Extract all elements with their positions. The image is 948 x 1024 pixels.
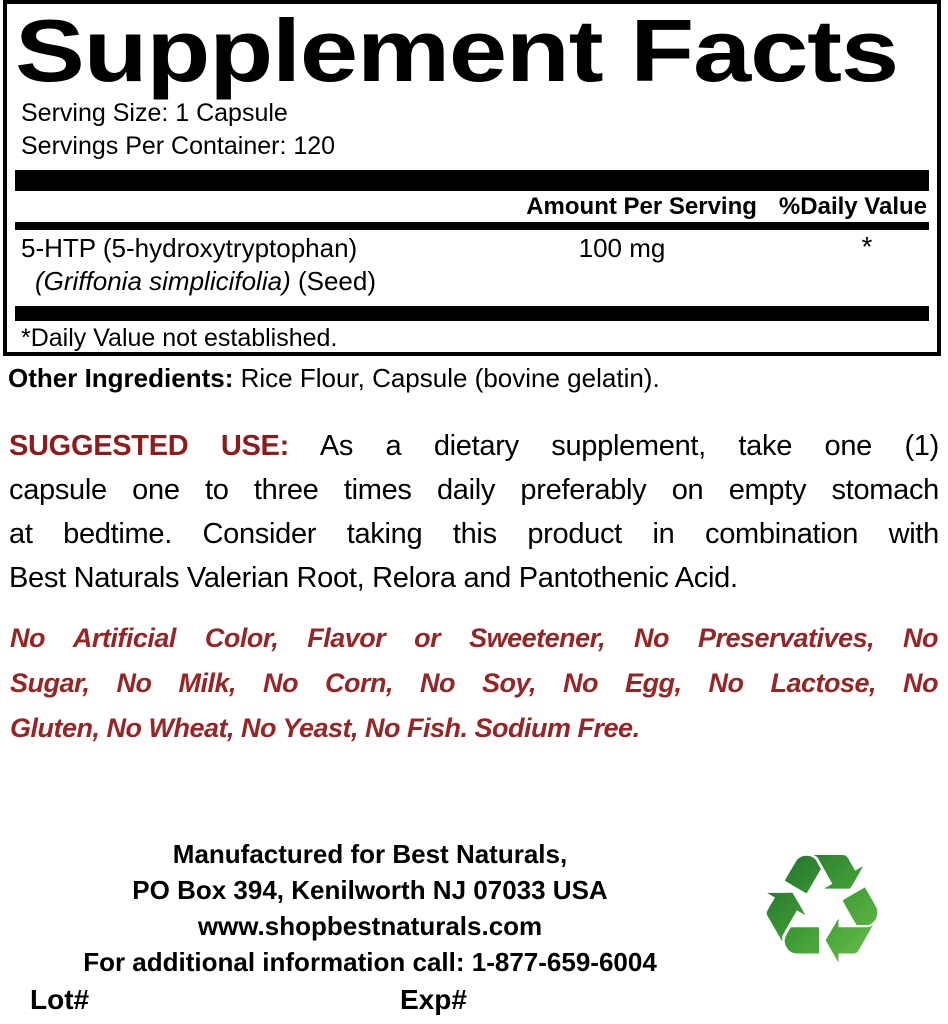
suggested-use-line-4: Best Naturals Valerian Root, Relora and Pantothenic Acid. <box>9 562 738 594</box>
ingredient-row <box>15 230 929 301</box>
other-ingredients-text: Rice Flour, Capsule (bovine gelatin). <box>233 363 660 393</box>
manufacturer-line: Manufactured for Best Naturals, <box>172 839 568 869</box>
ingredient-daily-value: * <box>861 231 873 262</box>
ingredient-plant-part: (Seed) <box>290 266 376 296</box>
suggested-use-paragraph <box>9 424 939 600</box>
ingredient-amount: 100 mg <box>578 233 666 263</box>
exp-label: Exp# <box>400 984 467 1015</box>
manufacturer-block <box>0 836 740 980</box>
amount-per-serving-header: Amount Per Serving <box>526 193 757 220</box>
daily-value-header: %Daily Value <box>778 193 927 220</box>
claims-line-3: Gluten, No Wheat, No Yeast, No Fish. Sodium Free. <box>10 713 640 743</box>
serving-size-text: Serving Size: 1 Capsule <box>21 99 288 127</box>
claims-paragraph <box>10 616 938 751</box>
divider-thick-top <box>15 170 929 191</box>
other-ingredients-label: Other Ingredients: <box>8 363 234 393</box>
website-line: www.shopbestnaturals.com <box>197 911 543 941</box>
other-ingredients-line <box>8 362 938 394</box>
phone-line: For additional information call: 1-877-659-6004 <box>83 947 657 977</box>
claims-line-1: No Artificial Color, Flavor or Sweetener, No Preservatives, No <box>10 623 938 653</box>
supplement-facts-panel <box>3 0 941 356</box>
ingredient-subline <box>21 265 929 298</box>
column-header-row <box>15 191 929 222</box>
servings-per-container-text: Servings Per Container: 120 <box>21 132 336 160</box>
claims-line-2: Sugar, No Milk, No Corn, No Soy, No Egg, No Lactose, No <box>10 668 938 698</box>
panel-title: Supplement Facts <box>15 1 898 100</box>
divider-thin <box>15 222 929 230</box>
daily-value-footnote: *Daily Value not established. <box>21 324 338 352</box>
divider-thick-bottom <box>15 306 929 321</box>
suggested-use-line-3: at bedtime. Consider taking this product in combination with <box>9 518 939 550</box>
address-line: PO Box 394, Kenilworth NJ 07033 USA <box>132 875 608 905</box>
suggested-use-label: SUGGESTED USE: <box>9 430 289 462</box>
ingredient-botanical-name: (Griffonia simplicifolia) <box>35 266 291 296</box>
recycle-icon: ♻ <box>742 830 902 990</box>
ingredient-name: 5-HTP (5-hydroxytryptophan) <box>21 233 358 263</box>
suggested-use-line-1 <box>9 424 939 468</box>
suggested-use-line-1-text: As a dietary supplement, take one (1) <box>288 430 939 462</box>
lot-label: Lot# <box>30 984 90 1015</box>
suggested-use-line-2: capsule one to three times daily preferably on empty stomach <box>9 474 939 506</box>
